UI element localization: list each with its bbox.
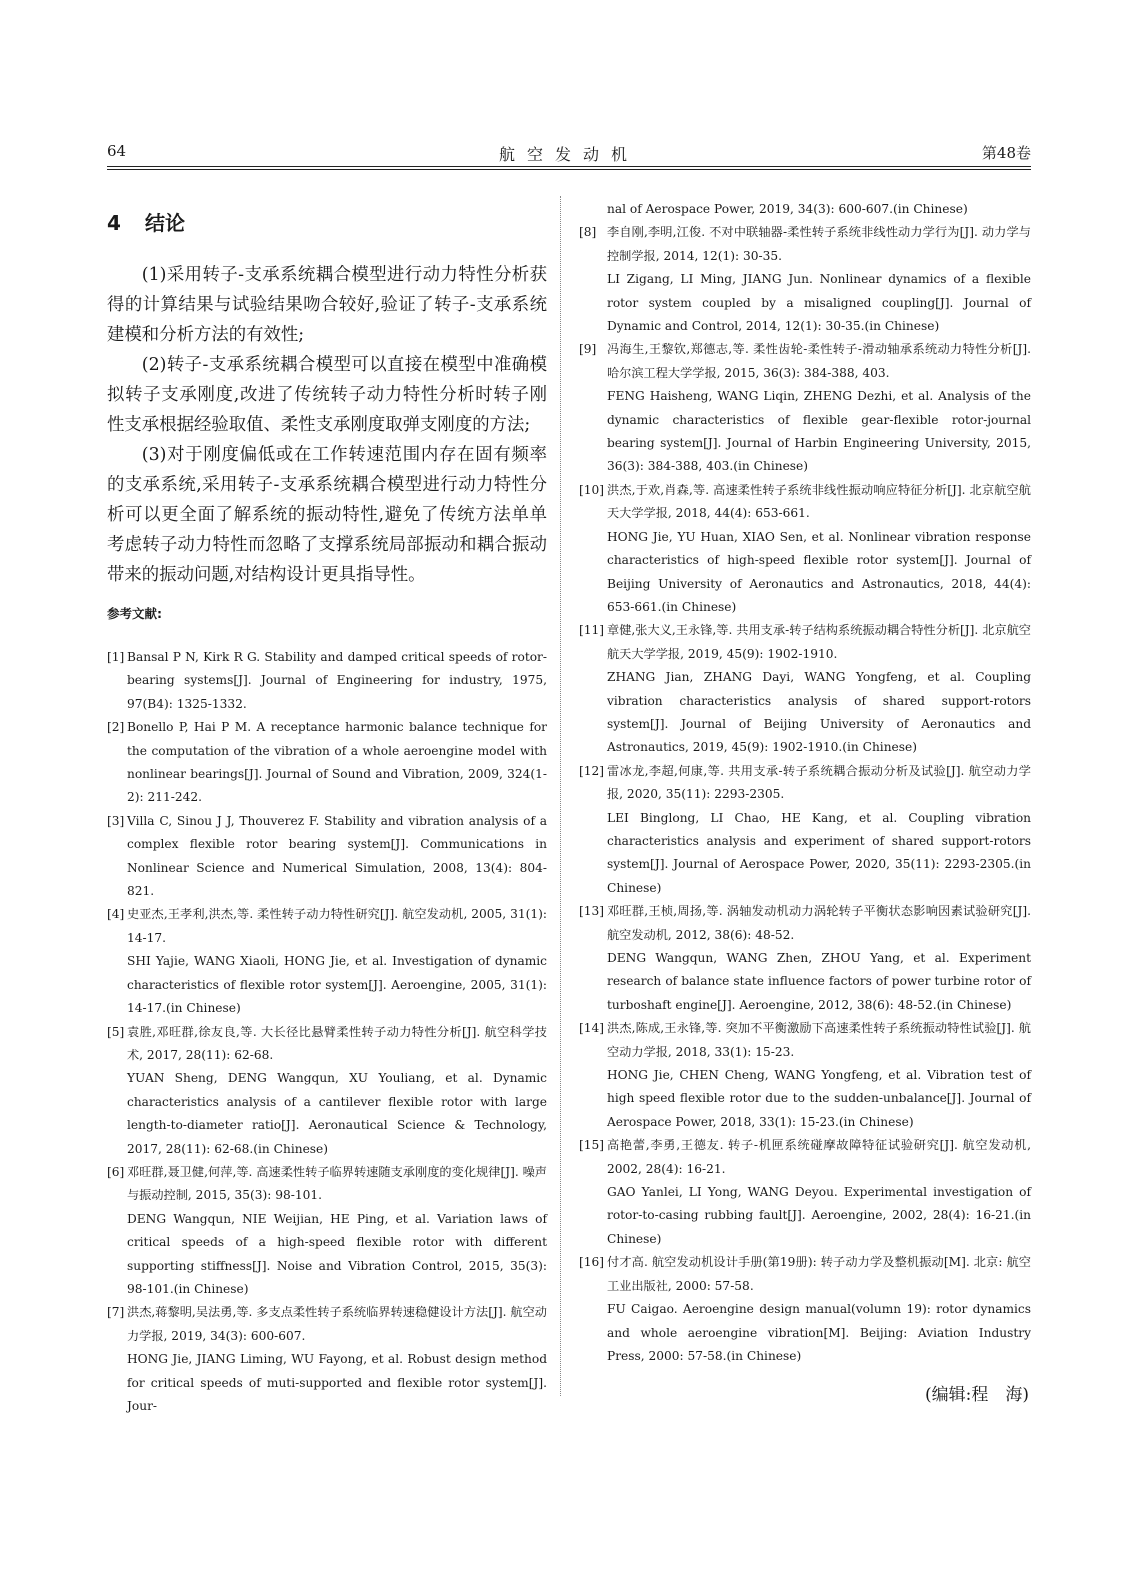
reference-item [107,716,547,810]
reference-number: [15] [579,1138,605,1153]
reference-number: [4] [107,907,125,922]
reference-number: [7] [107,1305,125,1320]
reference-text: 邓旺群,聂卫健,何萍,等. 高速柔性转子临界转速随支承刚度的变化规律[J]. 噪声与振动控制, 2015, 35(3): 98-101. [127,1164,547,1203]
left-column [107,208,547,1418]
reference-text: Bonello P, Hai P M. A receptance harmonic balance technique for the computation of the vibration of a whole aeroengine model with nonlinear bearings[J]. Journal of Sound and Vibration, 2009, 324(1-2): 211-242. [127,720,547,805]
reference-text: 高艳蕾,李勇,王德友. 转子-机匣系统碰摩故障特征试验研究[J]. 航空发动机, 2002, 28(4): 16-21. [607,1138,1031,1176]
reference-english-text: DENG Wangqun, WANG Zhen, ZHOU Yang, et al. Experiment research of balance state influence factors of power turbine rotor of turboshaft engine[J]. Aeroengine, 2012, 38(6): 48-52.(in Chinese) [607,951,1031,1012]
reference-text: 洪杰,蒋黎明,吴法勇,等. 多支点柔性转子系统临界转速稳健设计方法[J]. 航空动力学报, 2019, 34(3): 600-607. [127,1305,547,1343]
section-title: 结论 [145,211,185,235]
reference-item [107,1161,547,1301]
editor-credit: (编辑:程 海) [925,1385,1029,1406]
reference-number: [1] [107,650,125,664]
conclusion-paragraph: (1)采用转子-支承系统耦合模型进行动力特性分析获得的计算结果与试验结果吻合较好,验证了转子-支承系统建模和分析方法的有效性; [107,265,547,345]
reference-text: 洪杰,于欢,肖森,等. 高速柔性转子系统非线性振动响应特征分析[J]. 北京航空航天大学学报, 2018, 44(4): 653-661. [607,482,1031,521]
reference-item [579,221,1031,338]
reference-text: Bansal P N, Kirk R G. Stability and damped critical speeds of rotor-bearing systems[J]. Journal of Engineering for industry, 1975, 97(B4): 1325-1332. [127,650,547,711]
reference-english-text: LEI Binglong, LI Chao, HE Kang, et al. Coupling vibration characteristics analysis and experiment of shared support-rotors system[J]. Journal of Aerospace Power, 2020, 35(11): 2293-2305.(in Chinese) [607,810,1031,895]
header-rule [107,166,1031,167]
conclusion-paragraph: (2)转子-支承系统耦合模型可以直接在模型中准确模拟转子支承刚度,改进了传统转子动力特性分析时转子刚性支承根据经验取值、柔性支承刚度取弹支刚度的方法; [107,355,547,435]
reference-english-text: FENG Haisheng, WANG Liqin, ZHENG Dezhi, et al. Analysis of the dynamic characteristics of flexible gear-flexible rotor-journal bearing system[J]. Journal of Harbin Engineering University, 2015, 36(3): 384-388, 403.(in Chinese) [607,389,1031,474]
reference-number: [5] [107,1024,125,1039]
references-label: 参考文献: [107,606,162,621]
reference-english-text: FU Caigao. Aeroengine design manual(volumn 19): rotor dynamics and whole aeroengine vibration[M]. Beijing: Aviation Industry Press, 2000: 57-58.(in Chinese) [607,1302,1031,1363]
reference-number: [16] [579,1255,605,1270]
reference-text: 史亚杰,王孝利,洪杰,等. 柔性转子动力特性研究[J]. 航空发动机, 2005, 31(1): 14-17. [127,907,547,945]
reference-item [107,646,547,716]
reference-number: [11] [579,623,605,638]
reference-text: 雷冰龙,李超,何康,等. 共用支承-转子系统耦合振动分析及试验[J]. 航空动力学报, 2020, 35(11): 2293-2305. [607,763,1031,802]
reference-number: [2] [107,720,125,735]
reference-item [579,1017,1031,1134]
reference-item [579,619,1031,759]
right-column [579,198,1031,1405]
reference-english-text: HONG Jie, CHEN Cheng, WANG Yongfeng, et al. Vibration test of high speed flexible rotor due to the sudden-unbalance[J]. Journal of Aerospace Power, 2018, 33(1): 15-23.(in Chinese) [607,1068,1031,1129]
reference-english-text: DENG Wangqun, NIE Weijian, HE Ping, et al. Variation laws of critical speeds of a high-speed flexible rotor with different supporting stiffness[J]. Noise and Vibration Control, 2015, 35(3): 98-101.(in Chinese) [127,1211,547,1296]
reference-english-text: YUAN Sheng, DENG Wangqun, XU Youliang, et al. Dynamic characteristics analysis of a cantilever flexible rotor with large length-to-diameter ratio[J]. Aeronautical Science & Technology, 2017, 28(11): 62-68.(in Chinese) [127,1071,547,1156]
journal-title: 航空发动机 [498,145,639,164]
reference-number: [14] [579,1021,605,1036]
reference-english-text: LI Zigang, LI Ming, JIANG Jun. Nonlinear dynamics of a flexible rotor system coupled by a misaligned coupling[J]. Journal of Dynamic and Control, 2014, 12(1): 30-35.(in Chinese) [607,272,1031,334]
reference-text: 洪杰,陈成,王永锋,等. 突加不平衡激励下高速柔性转子系统振动特性试验[J]. 航空动力学报, 2018, 33(1): 15-23. [607,1021,1031,1059]
reference-text: 李自刚,李明,江俊. 不对中联轴器-柔性转子系统非线性动力学行为[J]. 动力学与控制学报, 2014, 12(1): 30-35. [607,225,1031,263]
reference-item [579,900,1031,1017]
page-number: 64 [107,142,127,160]
reference-number: [13] [579,904,605,919]
reference-number: [6] [107,1164,125,1179]
reference-number: [12] [579,763,605,778]
reference-text: 章健,张大义,王永锋,等. 共用支承-转子结构系统振动耦合特性分析[J]. 北京航空航天大学学报, 2019, 45(9): 1902-1910. [607,623,1031,661]
reference-item [579,1251,1031,1368]
reference-english-text: HONG Jie, YU Huan, XIAO Sen, et al. Nonlinear vibration response characteristics of high-speed flexible rotor system[J]. Journal of Beijing University of Aeronautics and Astronautics, 2018, 44(4): 653-661.(in Chinese) [607,529,1031,614]
volume-label: 第48卷 [981,144,1031,162]
column-divider [560,196,561,1396]
reference-item [579,1134,1031,1251]
reference-list-right [579,198,1031,1368]
reference-text: 邓旺群,王桢,周扬,等. 涡轴发动机动力涡轮转子平衡状态影响因素试验研究[J]. 航空发动机, 2012, 38(6): 48-52. [607,904,1031,942]
reference-english-text: HONG Jie, JIANG Liming, WU Fayong, et al. Robust design method for critical speeds of muti-supported and flexible rotor system[J]. Jour- [127,1352,547,1413]
reference-text: Villa C, Sinou J J, Thouverez F. Stability and vibration analysis of a complex flexible rotor bearing system[J]. Communications in Nonlinear Science and Numerical Simulation, 2008, 13(4): 804-821. [127,813,547,899]
reference-english-text: GAO Yanlei, LI Yong, WANG Deyou. Experimental investigation of rotor-to-casing rubbing fault[J]. Aeroengine, 2002, 28(4): 16-21.(in Chinese) [607,1185,1031,1246]
reference-text: nal of Aerospace Power, 2019, 34(3): 600-607.(in Chinese) [607,202,968,216]
reference-item [579,760,1031,900]
reference-english-text: SHI Yajie, WANG Xiaoli, HONG Jie, et al. Investigation of dynamic characteristics of flexible rotor system[J]. Aeroengine, 2005, 31(1): 14-17.(in Chinese) [127,954,547,1016]
reference-text: 付才高. 航空发动机设计手册(第19册): 转子动力学及整机振动[M]. 北京: 航空工业出版社, 2000: 57-58. [607,1255,1031,1293]
conclusion-paragraph: (3)对于刚度偏低或在工作转速范围内存在固有频率的支承系统,采用转子-支承系统耦合模型进行动力特性分析可以更全面了解系统的振动特性,避免了传统方法单单考虑转子动力特性而忽略了支撑系统局部振动和耦合振动带来的振动问题,对结构设计更具指导性。 [107,445,547,585]
section-number: 4 [107,211,121,235]
reference-item [107,1301,547,1418]
reference-number: [8] [579,225,597,240]
reference-item [579,338,1031,478]
section-heading [107,208,547,238]
reference-text: 袁胜,邓旺群,徐友良,等. 大长径比悬臂柔性转子动力特性分析[J]. 航空科学技术, 2017, 28(11): 62-68. [127,1024,547,1062]
reference-item [579,479,1031,619]
reference-english-text: ZHANG Jian, ZHANG Dayi, WANG Yongfeng, et al. Coupling vibration characteristics analysis of shared support-rotors system[J]. Journal of Beijing University of Aeronautics and Astronautics, 2019, 45(9): 1902-1910.(in Chinese) [607,670,1031,755]
header-rule-secondary [107,169,1031,170]
reference-list-left [107,646,547,1418]
reference-item [579,198,1031,221]
reference-item [107,1021,547,1161]
reference-item [107,903,547,1020]
reference-text: 冯海生,王黎钦,郑德志,等. 柔性齿轮-柔性转子-滑动轴承系统动力特性分析[J]. 哈尔滨工程大学学报, 2015, 36(3): 384-388, 403. [607,342,1031,380]
reference-number: [10] [579,482,605,497]
reference-number: [3] [107,813,125,828]
running-header [107,142,1031,166]
reference-number: [9] [579,342,597,357]
reference-item [107,810,547,904]
